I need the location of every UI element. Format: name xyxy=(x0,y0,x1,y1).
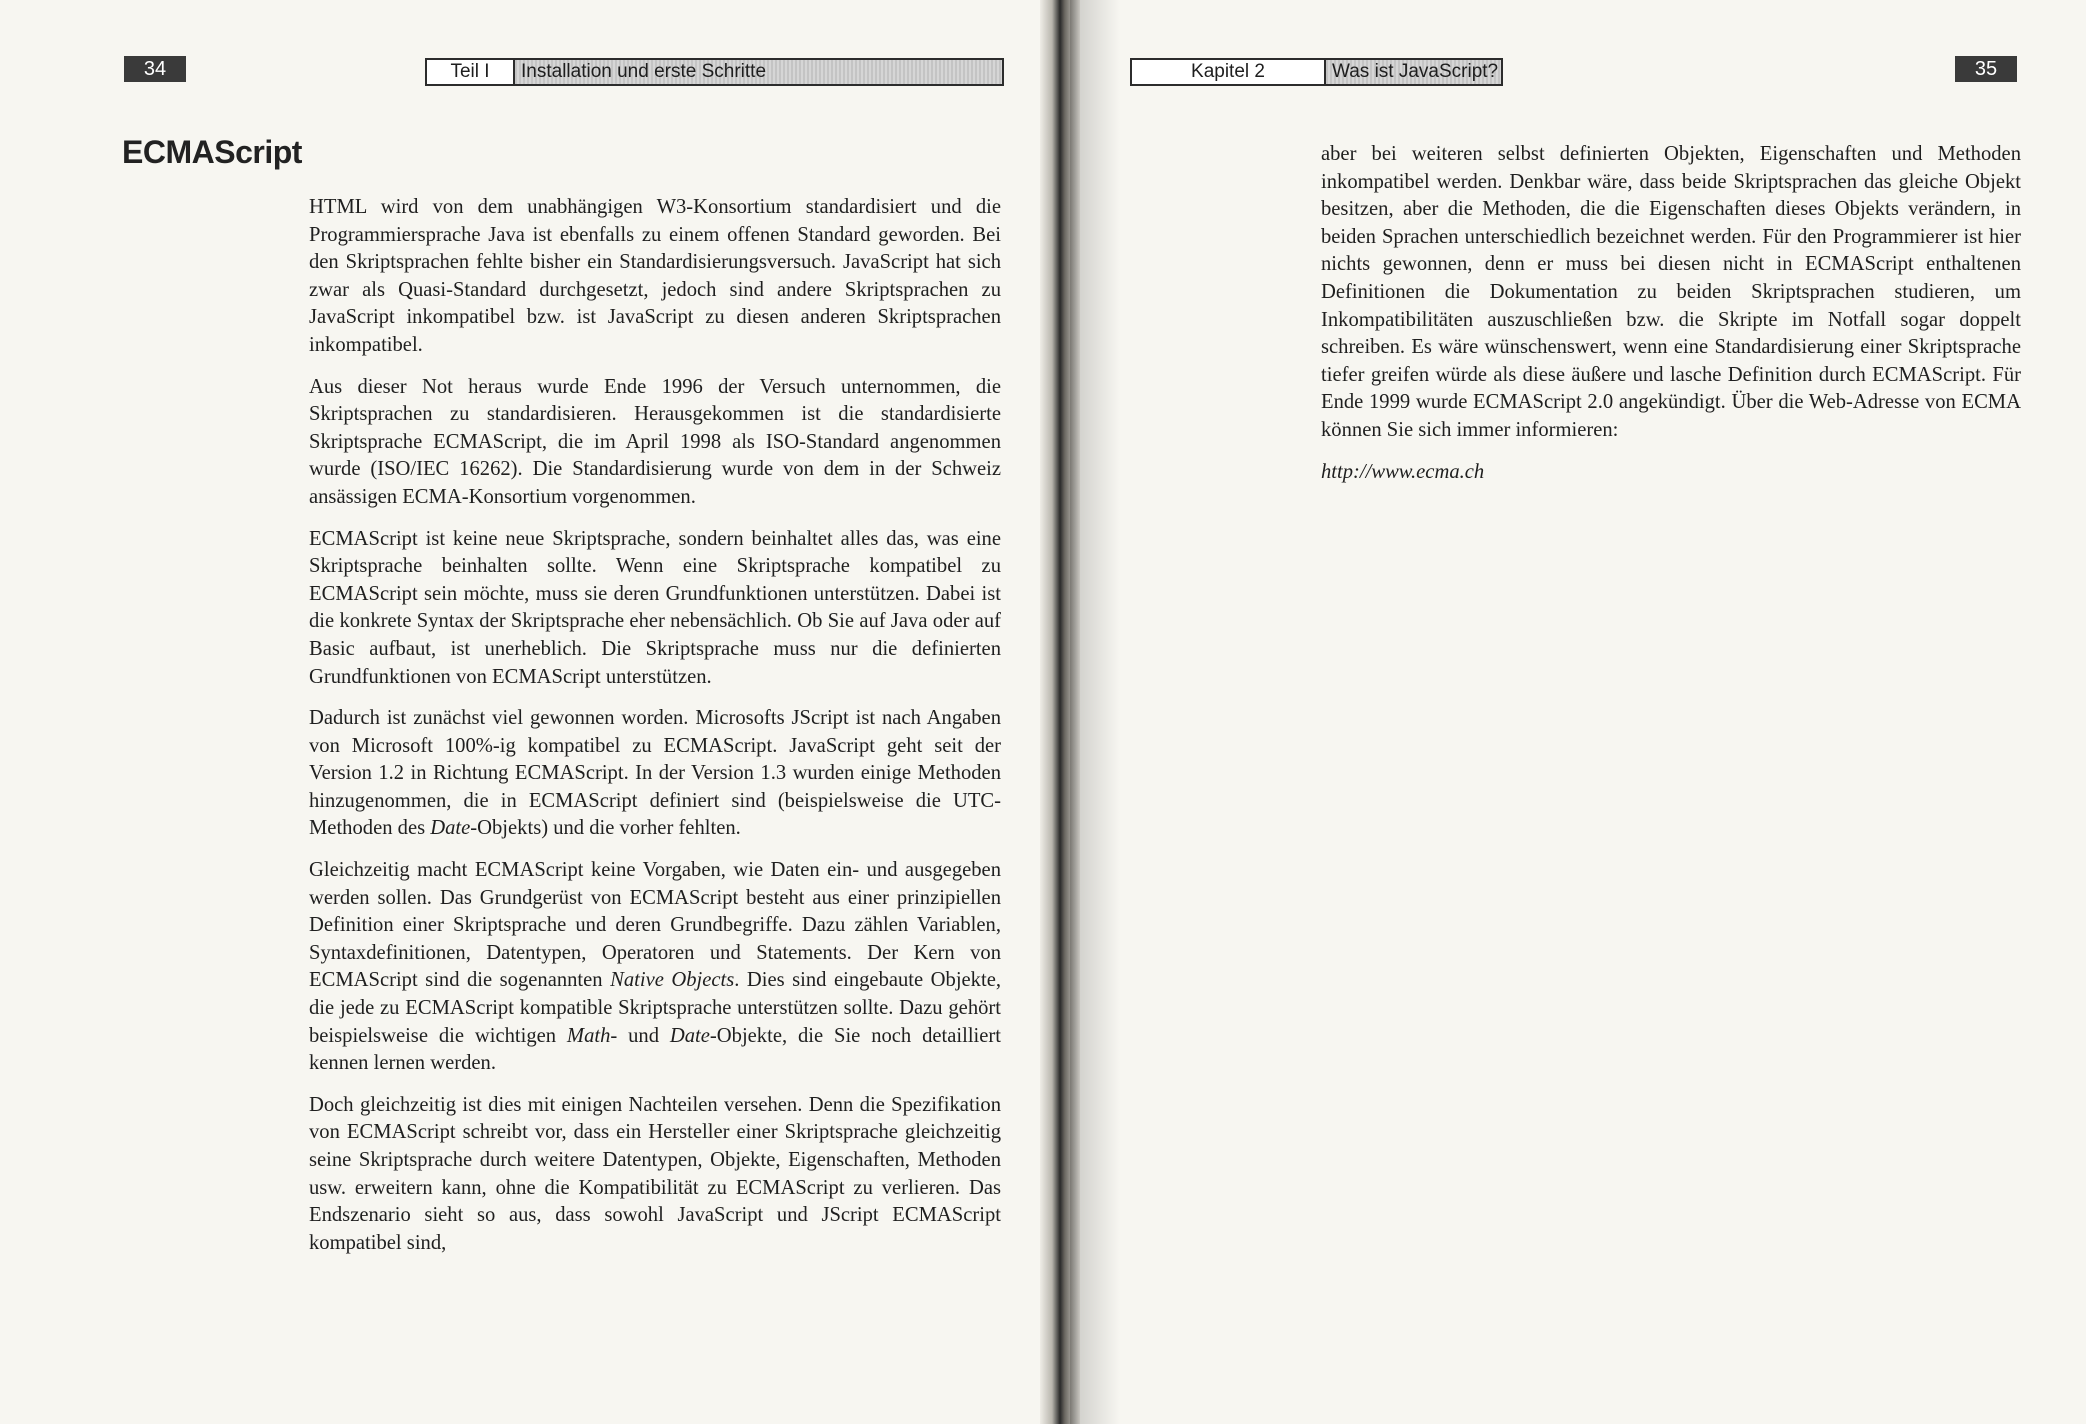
page-number-left: 34 xyxy=(124,56,186,82)
p4-emphasis: Date xyxy=(430,817,471,840)
header-chapter-title: Installation und erste Schritte xyxy=(515,60,1002,84)
running-header-right xyxy=(1130,58,1503,86)
header-chapter-name: Was ist JavaScript? xyxy=(1326,60,1501,84)
p4-text-a: Dadurch ist zunächst viel gewonnen worden. Microsofts JScript ist nach Angaben von Microsoft 100%-ig kompatibel zu ECMAScript. JavaScript geht seit der Version 1.2 in Richtung ECMAScript. In der Version 1.3 wurden einige Methoden hinzugenommen, die in ECMAScript definiert sind (beispielsweise die UTC-Methoden des xyxy=(309,707,1001,840)
paragraph-1: HTML wird von dem unabhängigen W3-Konsortium standardisiert und die Programmiersprache Java ist ebenfalls zu einem offenen Standard geworden. Bei den Skriptsprachen fehlte bisher ein Standardisierungsversuch. JavaScript hat sich zwar als Quasi-Standard durchgesetzt, jedoch sind andere Skriptsprachen zu JavaScript inkompatibel bzw. ist JavaScript zu diesen anderen Skriptsprachen inkompatibel. xyxy=(309,196,1001,356)
page-number-right: 35 xyxy=(1955,56,2017,82)
paragraph-continued: aber bei weiteren selbst definierten Objekten, Eigenschaften und Methoden inkompatibel werden. Denkbar wäre, dass beide Skriptsprachen das gleiche Objekt besitzen, aber die Methoden, die die Eigenschaften dieses Objekts verändern, in beiden Sprachen unterschiedlich bezeichnet werden. Für den Programmierer ist hier nichts gewonnen, denn er muss bei diesen nicht in ECMAScript enthaltenen Definitionen die Dokumentation zu beiden Skriptsprachen studieren, um Inkompatibilitäten auszuschließen bzw. die Skripte im Notfall sogar doppelt schreiben. Es wäre wünschenswert, wenn eine Standardisierung einer Skriptsprache tiefer greifen würde als diese äußere und lasche Definition durch ECMAScript. Für Ende 1999 wurde ECMAScript 2.0 angekündigt. Über die Web-Adresse von ECMA können Sie sich immer informieren: xyxy=(1321,143,2021,441)
section-title: ECMAScript xyxy=(122,134,302,170)
p5-emphasis-date: Date xyxy=(669,1024,710,1047)
header-part-label: Teil I xyxy=(427,60,515,84)
header-chapter-label: Kapitel 2 xyxy=(1132,60,1326,84)
paragraph-5 xyxy=(309,857,1001,1078)
p5-text-c: - und xyxy=(610,1024,670,1047)
p5-emphasis-native-objects: Native Objects xyxy=(610,969,735,992)
left-body-text xyxy=(309,194,1001,1257)
paragraph-3: ECMAScript ist keine neue Skriptsprache, sondern beinhaltet alles das, was eine Skriptsprache beinhalten sollte. Wenn eine Skriptsprache kompatibel zu ECMAScript sein möchte, muss sie deren Grundfunktionen unterstützen. Dabei ist die konkrete Syntax der Skriptsprache eher nebensächlich. Ob Sie auf Java oder auf Basic aufbaut, ist unerheblich. Die Skriptsprache muss nur die definierten Grundfunktionen von ECMAScript unterstützen. xyxy=(309,527,1001,688)
ecma-url: http://www.ecma.ch xyxy=(1321,460,1485,483)
running-header-left xyxy=(425,58,1004,86)
paragraph-6: Doch gleichzeitig ist dies mit einigen Nachteilen versehen. Denn die Spezifikation von ECMAScript schreibt vor, dass ein Hersteller einer Skriptsprache gleichzeitig seine Skriptsprache durch weitere Datentypen, Objekte, Eigenschaften, Methoden usw. erweitern kann, ohne die Kompatibilität zu ECMAScript zu verlieren. Das Endszenario sieht so aus, dass sowohl JavaScript und JScript ECMAScript kompatibel sind, xyxy=(309,1093,1001,1254)
paragraph-2: Aus dieser Not heraus wurde Ende 1996 der Versuch unternommen, die Skriptsprachen zu standardisieren. Herausgekommen ist die standardisierte Skriptsprache ECMAScript, die im April 1998 als ISO-Standard angenommen wurde (ISO/IEC 16262). Die Standardisierung wurde von dem in der Schweiz ansässigen ECMA-Konsortium vorgenommen. xyxy=(309,375,1001,508)
p4-text-b: -Objekts) und die vorher fehlten. xyxy=(470,817,741,840)
p5-text-d: -Objekte, die Sie noch detailliert kennen lernen werden. xyxy=(309,1024,1001,1075)
gutter-shadow xyxy=(1070,0,1120,1424)
p5-emphasis-math: Math xyxy=(566,1024,611,1047)
p5-text-a: Gleichzeitig macht ECMAScript keine Vorgaben, wie Daten ein- und ausgegeben werden sollen. Das Grundgerüst von ECMAScript besteht aus einer prinzipiellen Definition einer Skriptsprache und deren Grundbegriffe. Dazu zählen Variablen, Syntaxdefinitionen, Datentypen, Operatoren und Statements. Der Kern von ECMAScript sind die sogenannten xyxy=(309,859,1001,992)
p5-text-b: . Dies sind eingebaute Objekte, die jede zu ECMAScript kompatible Skriptsprache unterstützen sollte. Dazu gehört beispielsweise die wichtigen xyxy=(309,969,1001,1047)
right-body-text xyxy=(1321,141,2021,486)
paragraph-4 xyxy=(309,705,1001,843)
